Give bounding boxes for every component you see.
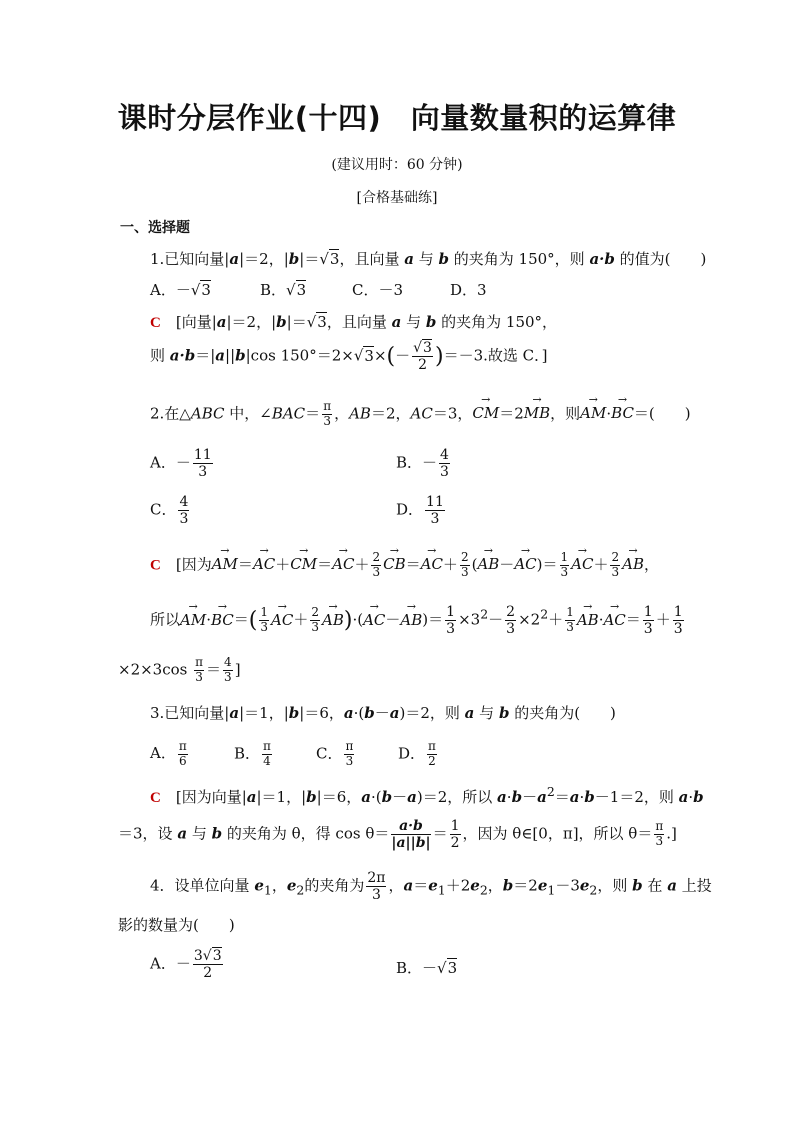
q3-explanation-line1: C [因为向量|a|＝1，|b|＝6，a·(b－a)＝2，所以 $a\cdot b-a^2=a\cdot b-1=2$，则 a·b: [150, 784, 704, 806]
q1-option-b: B．√3: [260, 281, 307, 299]
q2-explanation-line2: 所以→ AM·→ BC＝( $\frac{1}{3}$ → AC＋ $\frac{2}{3}$ → AB)·(→ AC－→ AB)＝ $\frac{1}{3}$ $\times 3^2-$ $\frac{2}{3}$ $\times 2^2+$ $\frac{1}{3}$ → AB·→ AC＝ $\frac{1}{3}$ ＋ $\frac{1}{3}$: [150, 604, 686, 637]
q3-option-b: B． $\frac{\pi}{4}$: [234, 739, 271, 768]
q4-option-a: A．－ $\frac{3√3}{2}$: [150, 948, 222, 982]
q2-explanation-line3: ×2×3cos $\frac{\pi}{3}$ ＝ $\frac{4}{3}$ ]: [118, 655, 241, 684]
time-note: (建议用时：60 分钟): [331, 157, 463, 173]
q2-option-a: A．－ $\frac{11}{3}$: [150, 447, 212, 481]
section-heading: 一、选择题: [120, 220, 190, 236]
q2-explanation-line1: C [因为→ AM＝→ AC＋→ CM＝→ AC＋ $\frac{2}{3}$ → CB＝→ AC＋ $\frac{2}{3}$ (→ AB－→ AC)＝ $\frac{1}{3}$ → AC＋ $\frac{2}{3}$ → AB，: [150, 551, 659, 580]
q1-option-a: A．－√3: [150, 281, 211, 299]
q3-option-d: D． $\frac{\pi}{2}$: [398, 739, 436, 768]
q3-option-a: A． $\frac{\pi}{6}$: [150, 739, 187, 768]
q3-options: [150, 739, 436, 769]
q4-stem-line2: 影的数量为( ): [118, 916, 235, 934]
level-label: [合格基础练]: [356, 190, 438, 206]
q3-explanation-line2: ＝3，设 a 与 b 的夹角为 θ，得 cos θ＝ $\frac{a\cdot b}{|a||b|}$ ＝ $\frac{1}{2}$ ，因为 θ∈[0，π]，所以 θ＝ $\frac{\pi}{3}$ .]: [118, 818, 677, 852]
q1-stem: 1.已知向量|a|＝2，|b|＝√3，且向量 a 与 b 的夹角为 150°，则 a·b 的值为( ): [150, 250, 707, 268]
q1-option-c: C．－3: [352, 281, 404, 299]
q1-options: [150, 279, 487, 300]
q4-stem-line1: 4．设单位向量 $e_1$，$e_2$的夹角为 $\frac{2\pi}{3}$ ，$a=e_1+2e_2$，$b=2e_1-3e_2$，则 b 在 a 上投: [150, 870, 712, 904]
q2-option-d: D． $\frac{11}{3}$: [396, 494, 444, 528]
q3-option-c: C． $\frac{\pi}{3}$: [316, 739, 354, 768]
q1-explanation-line1: C [向量|a|＝2，|b|＝√3，且向量 a 与 b 的夹角为 150°，: [150, 313, 558, 331]
page-title: 课时分层作业(十四) 向量数量积的运算律: [117, 101, 677, 135]
q1-answer: C: [150, 315, 161, 331]
q1-explanation-line2: 则 a·b＝|a||b|cos 150°＝2×√3×(－ $\frac{√3}{2}$ )＝－3.故选 C．]: [150, 340, 548, 374]
q1-option-d: D．3: [450, 281, 487, 299]
q3-answer: C: [150, 790, 161, 806]
q3-stem: 3.已知向量|a|＝1，|b|＝6，a·(b－a)＝2，则 a 与 b 的夹角为( ): [150, 704, 616, 722]
q2-answer: C: [150, 557, 161, 574]
q2-stem: 2.在△ABC 中，∠BAC＝ $\frac{\pi}{3}$ ，AB＝2，AC＝3，→ CM＝2→ MB，则→ AM·→ BC＝( ): [150, 400, 691, 429]
q2-option-c: C． $\frac{4}{3}$: [150, 494, 189, 528]
q2-option-b: B．－ $\frac{4}{3}$: [396, 447, 449, 481]
q4-option-b: B．－√3: [396, 959, 458, 977]
